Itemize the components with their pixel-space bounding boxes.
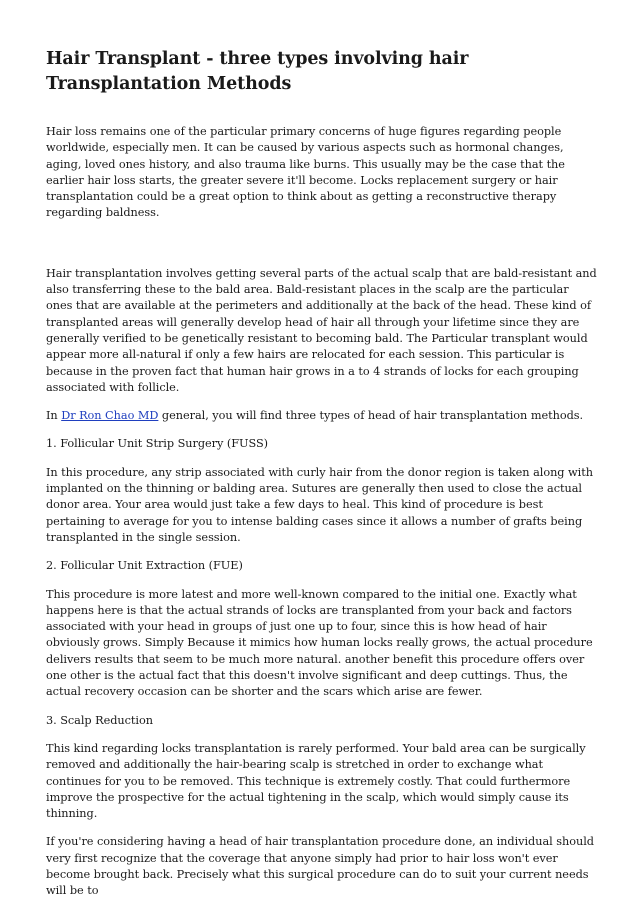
methods-intro-prefix: In — [46, 409, 62, 423]
paragraph-considerations: If you're considering having a head of hair transplantation procedure done, an individual should very first recognize that the coverage that anyone simply had prior to hair loss won't ever become brought back. Precisely what this surgical procedure can do to suit your current needs will be to — [46, 835, 594, 898]
methods-intro-suffix: general, you will find three types of head of hair transplantation methods. — [158, 409, 584, 423]
document-title: Hair Transplant - three types involving hair Transplantation Methods — [46, 49, 469, 94]
paragraph-methods-intro — [46, 408, 598, 424]
paragraph-intro: Hair loss remains one of the particular primary concerns of huge figures regarding people worldwide, especially men. It can be caused by various aspects such as hormonal changes, aging, loved ones history, and also trauma like burns. This usually may be the case that the earlier hair loss starts, the greater severe it'll become. Locks replacement surgery or hair transplantation could be a great option to think about as getting a reconstructive therapy regarding baldness. — [46, 125, 565, 220]
dr-ron-chao-link[interactable]: Dr Ron Chao MD — [61, 409, 159, 423]
paragraph-fuss: In this procedure, any strip associated with curly hair from the donor region is taken along with implanted on the thinning or balding area. Sutures are generally then used to close the actual donor area. Your area would just take a few days to heal. This kind of procedure is best pertaining to average for you to intense balding cases since it allows a number of grafts being transplanted in the single session. — [46, 465, 593, 544]
paragraph-scalp-reduction: This kind regarding locks transplantation is rarely performed. Your bald area can be surgically removed and additionally the hair-bearing scalp is stretched in order to exchange what continues for you to be removed. This technique is extremely costly. That could furthermore improve the prospective for the actual tightening in the scalp, which would simply cause its thinning. — [46, 741, 586, 821]
section-heading-fuss: 1. Follicular Unit Strip Surgery (FUSS) — [46, 437, 269, 451]
section-heading-fue: 2. Follicular Unit Extraction (FUE) — [46, 559, 243, 573]
paragraph-transplantation-overview: Hair transplantation involves getting several parts of the actual scalp that are bald-resistant and also transferring these to the bald area. Bald-resistant places in the scalp are the particular ones that are available at the perimeters and additionally at the back of the head. These kind of transplanted areas will generally develop head of hair all through your lifetime since they are generally verified to be genetically resistant to becoming bald. The Particular transplant would appear more all-natural if only a few hairs are relocated for each session. This particular is because in the proven fact that human hair grows in a to 4 strands of locks for each grouping associated with follicle. — [46, 266, 597, 394]
paragraph-fue: This procedure is more latest and more well-known compared to the initial one. Exactly what happens here is that the actual strands of locks are transplanted from your back and factors associated with your head in groups of just one up to four, since this is how head of hair obviously grows. Simply Because it mimics how human locks really grows, the actual procedure delivers results that seem to be much more natural. another benefit this procedure offers over one other is the actual fact that this doesn't involve significant and deep cuttings. Thus, the actual recovery occasion can be shorter and the scars which arise are fewer. — [46, 587, 593, 699]
section-heading-scalp-reduction: 3. Scalp Reduction — [46, 713, 153, 727]
paragraph-spacer — [46, 222, 598, 266]
document-page — [46, 47, 598, 900]
